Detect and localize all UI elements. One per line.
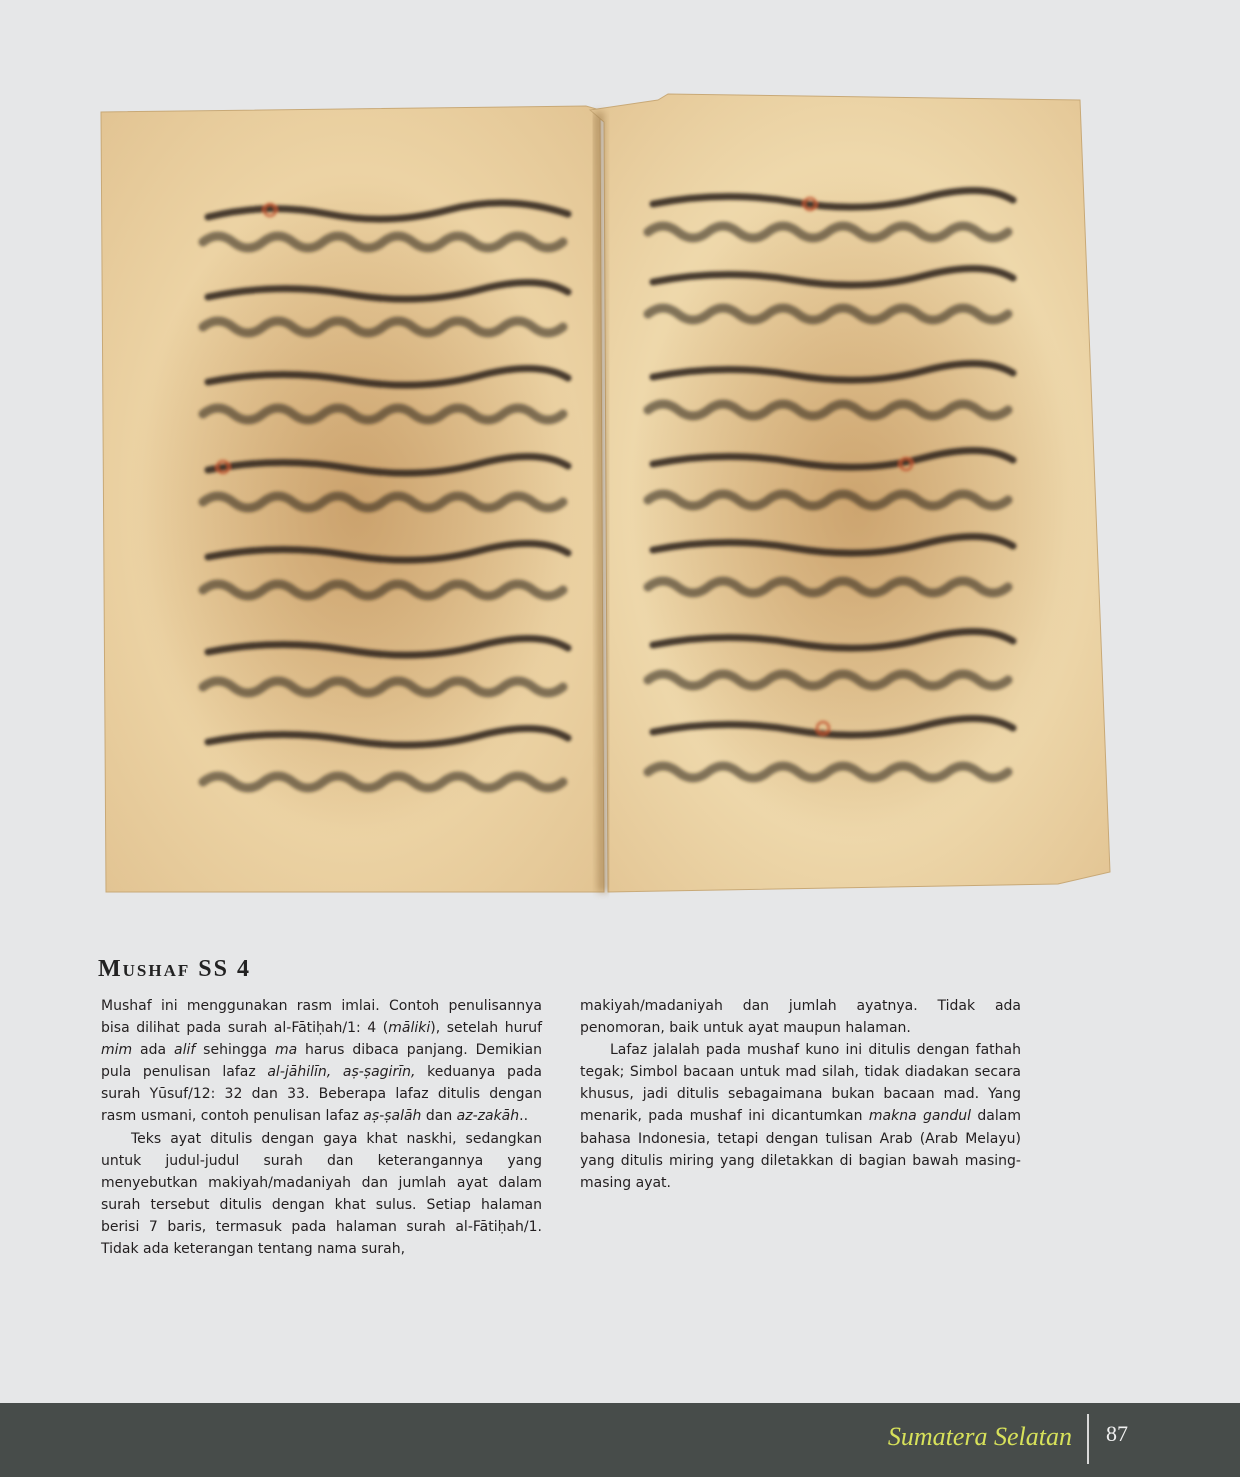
body-column-left [101,995,542,1260]
body-column-right [580,995,1021,1194]
paragraph: Teks ayat ditulis dengan gaya khat naskhi, sedangkan untuk judul-judul surah dan keterangannya yang menyebutkan makiyah/madaniyah dan jumlah ayat dalam surah tersebut ditulis dengan khat sulus. Setiap halaman berisi 7 baris, termasuk pada halaman surah al-Fātiḥah/1. Tidak ada keterangan tentang nama surah, [101,1130,542,1258]
paragraph: Mushaf ini menggunakan rasm imlai. Contoh penulisannya bisa dilihat pada surah al-Fātiḥah/1: 4 (māliki), setelah huruf mim ada alif sehingga ma harus dibaca panjang. Demikian pula penulisan lafaz al-jāhilīn, aṣ-ṣagirīn, keduanya pada surah Yūsuf/12: 32 dan 33. Beberapa lafaz ditulis dengan rasm usmani, contoh penulisan lafaz aṣ-ṣalāh dan az-zakāh.. [101,998,543,1125]
footer-divider [1087,1414,1089,1464]
footer-region-name: Sumatera Selatan [887,1422,1072,1451]
page-number: 87 [1106,1421,1128,1446]
manuscript-right-page [590,94,1110,892]
paragraph: makiyah/madaniyah dan jumlah ayatnya. Tidak ada penomoran, baik untuk ayat maupun halaman. [580,998,1021,1037]
manuscript-left-page [101,106,604,892]
section-title: Mushaf SS 4 [98,956,251,982]
paragraph: Lafaz jalalah pada mushaf kuno ini ditulis dengan fathah tegak; Simbol bacaan untuk mad silah, tidak diadakan secara khusus, jadi ditulis sebagaimana bukan bacaan mad. Yang menarik, pada mushaf ini dicantumkan makna gandul dalam bahasa Indonesia, tetapi dengan tulisan Arab (Arab Melayu) yang ditulis miring yang diletakkan di bagian bawah masing-masing ayat. [580,1042,1021,1191]
manuscript-photo [98,92,1112,900]
